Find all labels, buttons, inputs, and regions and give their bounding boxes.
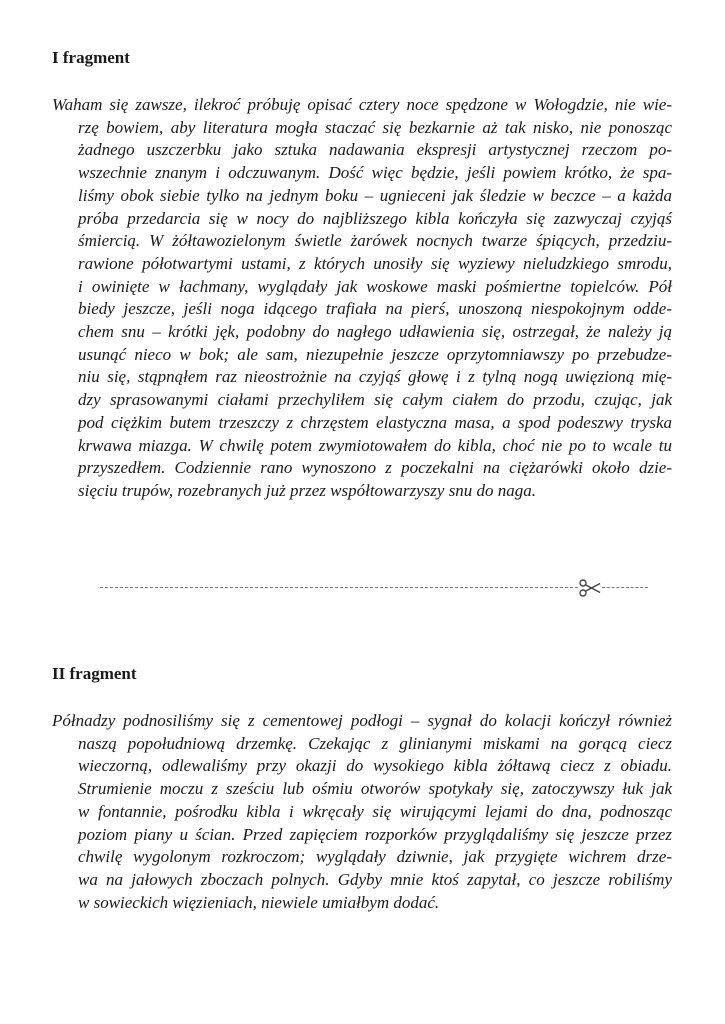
text-line: żadnego uszczerbku jako sztuka nadawania ekspresji artystycznej rzeczom po- xyxy=(78,140,672,160)
text-line: naszą popołudniową drzemkę. Czekając z glinianymi miskami na gorącą ciecz xyxy=(78,733,672,753)
fragment-1-text xyxy=(52,94,672,503)
text-line: w sowieckich więzieniach, niewiele umiałbym dodać. xyxy=(78,892,440,912)
text-line: poziom piany u ścian. Przed zapięciem rozporków przyglądaliśmy się jeszcze przez xyxy=(78,824,672,844)
dashed-line-left xyxy=(100,587,578,588)
text-line: krwawa miazga. W chwilę potem zwymiotowałem do kibla, choć nie po to wcale tu xyxy=(78,435,672,455)
text-line: chwilę wygolonym rozkroczom; wyglądały dziwnie, jak przygięte wichrem drze- xyxy=(78,847,672,867)
text-line: pod ciężkim butem trzeszczy z chrzęstem elastyczna masa, a spod podeszwy tryska xyxy=(78,412,672,432)
text-line: sięciu trupów, rozebranych już przez współtowarzyszy snu do naga. xyxy=(78,480,537,500)
text-line: i owinięte w łachmany, wyglądały jak woskowe maski pośmiertne topielców. Pół xyxy=(78,276,672,296)
dashed-line-right xyxy=(602,587,648,588)
text-line: wszechnie znanym i odczuwanym. Dość więc będzie, jeśli powiem krótko, że spa- xyxy=(78,163,672,183)
fragment-2-title: II fragment xyxy=(52,664,137,683)
text-line: usunąć nieco w bok; ale sam, niezupełnie jeszcze oprzytomniawszy po przebudze- xyxy=(78,344,672,364)
text-line: liśmy obok siebie tylko na jednym boku – ugnieceni jak śledzie w beczce – a każda xyxy=(78,185,672,205)
text-line: rzę bowiem, aby literatura mogła staczać się bezkarnie aż tak nisko, nie ponosząc xyxy=(78,117,672,137)
cut-here-divider xyxy=(100,578,650,598)
text-line: rawione półotwartymi ustami, z których unosiły się wyziewy nieludzkiego smrodu, xyxy=(78,253,672,273)
text-line: dzy sprasowanymi ciałami przechyliłem się całym ciałem do przodu, czując, jak xyxy=(78,390,672,410)
text-line: niu się, stąpnąłem raz nieostrożnie na czyjąś głowę i z tylną nogą uwięzioną mię- xyxy=(78,367,672,387)
scissors-icon xyxy=(578,578,602,598)
text-line: chem snu – krótki jęk, podobny do nagłego udławienia się, ostrzegał, że należy ją xyxy=(78,322,672,342)
text-line: Strumienie moczu z sześciu lub ośmiu otworów spotykały się, zatoczywszy łuk jak xyxy=(78,779,672,799)
text-line: w fontannie, pośrodku kibla i wkręcały się wirującymi lejami do dna, podnosząc xyxy=(78,801,672,821)
text-line: wa na jałowych zboczach polnych. Gdyby mnie ktoś zapytał, co jeszcze robiliśmy xyxy=(78,869,672,889)
text-line: śmiercią. W żółtawozielonym świetle żarówek nocnych twarze śpiących, przedziu- xyxy=(78,231,672,251)
text-line: Półnadzy podnosiliśmy się z cementowej podłogi – sygnał do kolacji kończył również xyxy=(52,711,672,730)
text-line: Waham się zawsze, ilekroć próbuję opisać cztery noce spędzone w Wołogdzie, nie wie- xyxy=(52,95,672,114)
text-line: biedy jeszcze, jeśli noga idącego trafiała na pierś, unoszoną niespokojnym odde- xyxy=(78,299,672,319)
fragment-2-text xyxy=(52,710,672,914)
fragment-1-title: I fragment xyxy=(52,48,130,67)
text-line: wieczorną, odlewaliśmy przy okazji do wysokiego kibla żółtawą ciecz z obiadu. xyxy=(78,756,672,776)
text-line: próba przedarcia się w nocy do najbliższego kibla kończyła się zazwyczaj czyjąś xyxy=(78,208,672,228)
text-line: przyszedłem. Codziennie rano wynoszono z poczekalni na ciężarówki około dzie- xyxy=(78,458,672,478)
